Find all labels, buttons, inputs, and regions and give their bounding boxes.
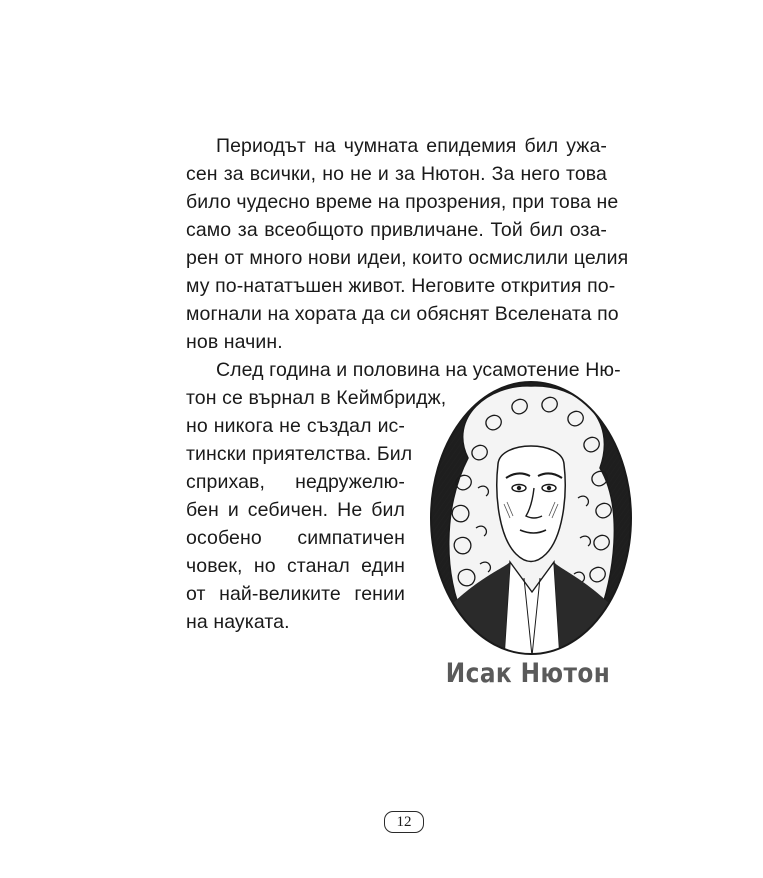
- paragraph-2-line-3: но никога не създал ис-: [186, 415, 405, 437]
- paragraph-1-line-3: било чудесно време на прозрения, при това не: [186, 191, 619, 213]
- paragraph-2-line-4: тински приятелства. Бил: [186, 443, 413, 465]
- paragraph-1-line-5: рен от много нови идеи, които осмислили целия: [186, 247, 629, 269]
- paragraph-2-line-9: от най-великите гении: [186, 583, 405, 605]
- paragraph-1-line-8: нов начин.: [186, 331, 283, 353]
- newton-portrait-icon: [428, 378, 634, 656]
- paragraph-1-line-4: само за всеобщото привличане. Той бил оза-: [186, 219, 607, 241]
- paragraph-2-line-5: сприхав, недружелю-: [186, 471, 405, 493]
- paragraph-1-line-7: могнали на хората да си обяснят Вселената по: [186, 303, 619, 325]
- paragraph-1-line-1: Периодът на чумната епидемия бил ужа-: [216, 135, 607, 157]
- paragraph-1-line-2: сен за всички, но не и за Нютон. За него това: [186, 163, 607, 185]
- paragraph-2-line-6: бен и себичен. Не бил: [186, 499, 405, 521]
- paragraph-2-line-8: човек, но станал един: [186, 555, 405, 577]
- page-number: 12: [384, 811, 424, 833]
- portrait-caption: Исак Нютон: [445, 658, 611, 689]
- paragraph-2-line-2: тон се върнал в Кеймбридж,: [186, 387, 447, 409]
- paragraph-1-line-6: му по-нататъшен живот. Неговите открития по-: [186, 275, 616, 297]
- paragraph-2-line-7: особено симпатичен: [186, 527, 405, 549]
- paragraph-2-line-1: След година и половина на усамотение Ню-: [216, 359, 621, 381]
- paragraph-2-line-10: на науката.: [186, 611, 290, 633]
